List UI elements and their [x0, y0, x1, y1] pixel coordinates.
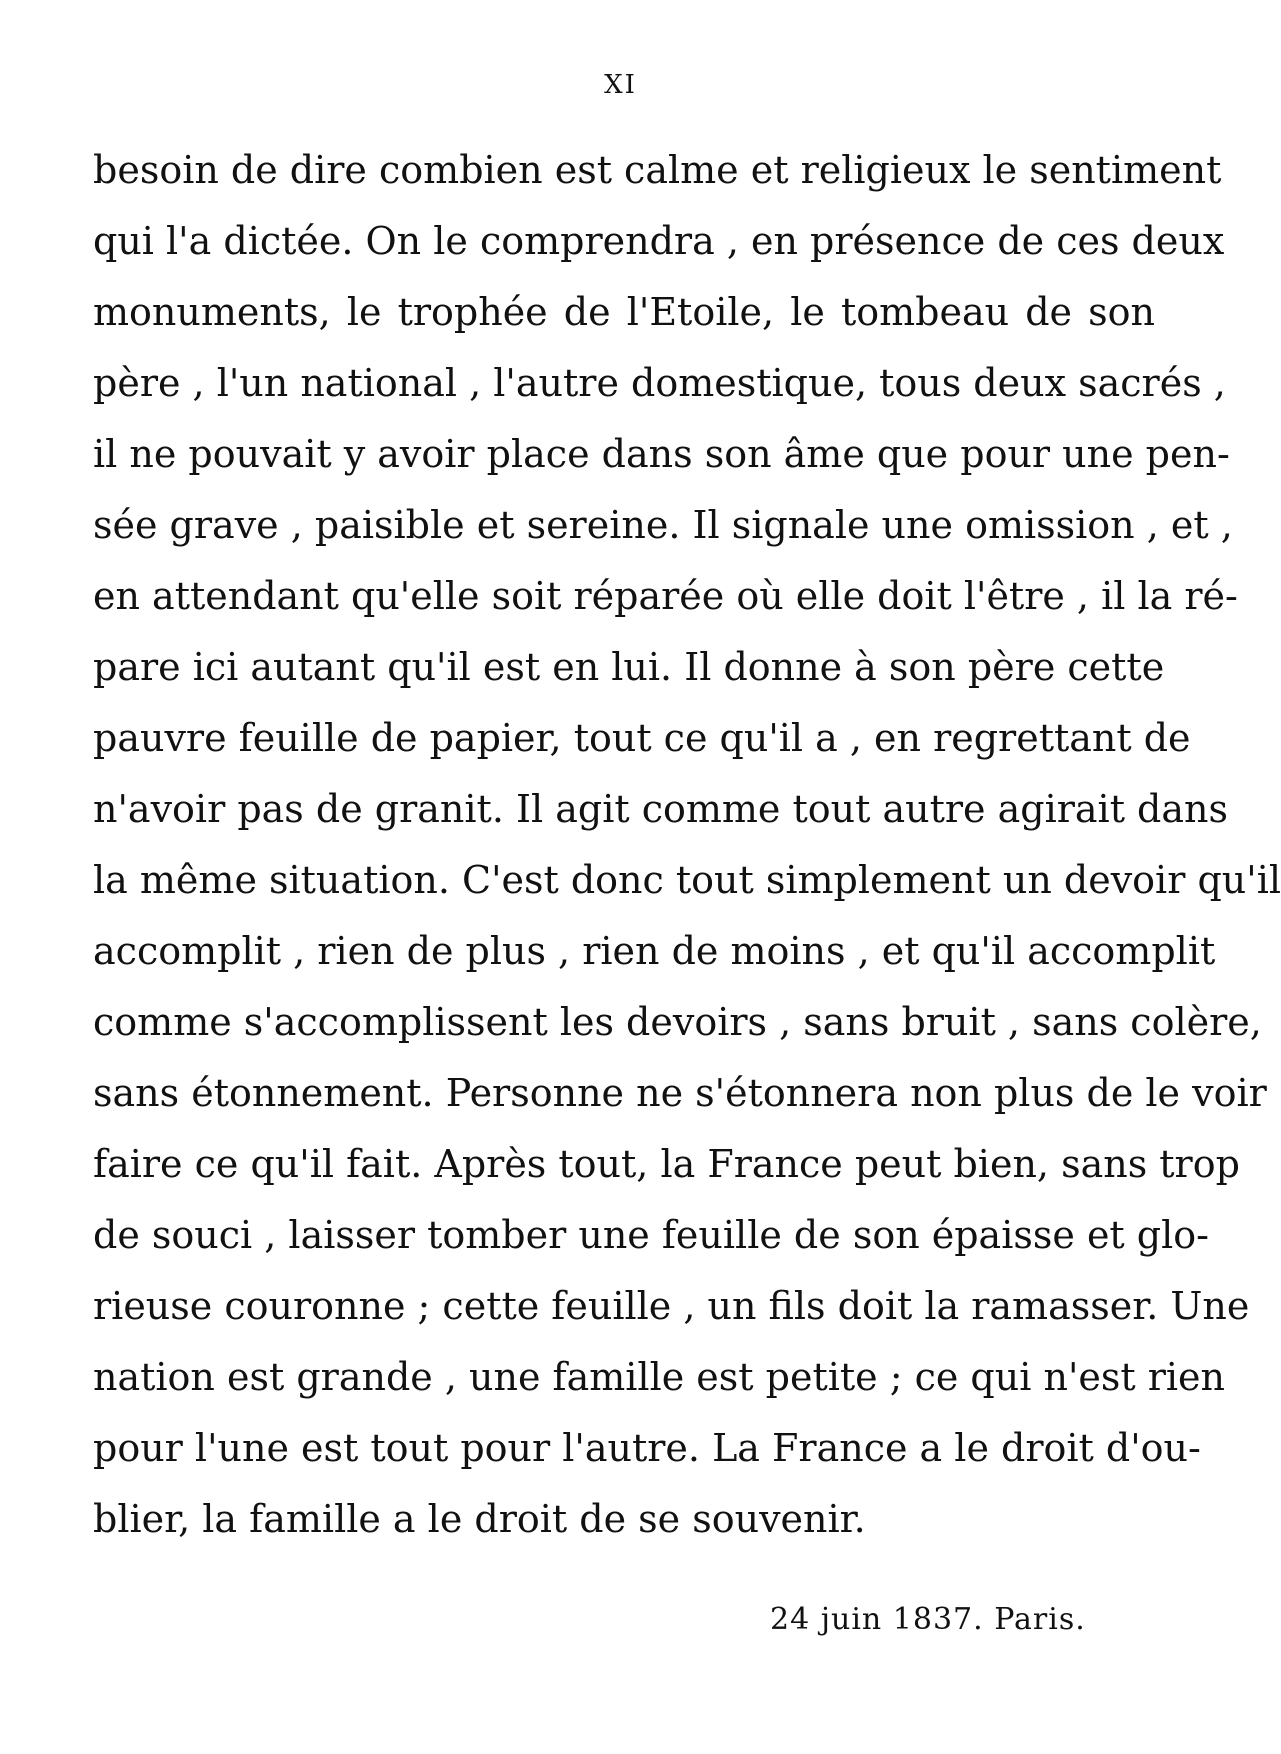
body-paragraph: [93, 135, 1281, 1555]
text-line: comme s'accomplissent les devoirs , sans bruit , sans colère,: [93, 1000, 1262, 1044]
text-line: n'avoir pas de granit. Il agit comme tout autre agirait dans: [93, 787, 1229, 831]
text-line: de souci , laisser tomber une feuille de son épaisse et glo-: [93, 1213, 1209, 1257]
text-line: sée grave , paisible et sereine. Il signale une omission , et ,: [93, 503, 1233, 547]
text-line: faire ce qu'il fait. Après tout, la France peut bien, sans trop: [93, 1142, 1240, 1186]
text-line: père , l'un national , l'autre domestique, tous deux sacrés ,: [93, 361, 1226, 405]
text-line: qui l'a dictée. On le comprendra , en présence de ces deux: [93, 219, 1225, 263]
text-line: en attendant qu'elle soit réparée où elle doit l'être , il la ré-: [93, 574, 1238, 618]
text-line: pour l'une est tout pour l'autre. La France a le droit d'ou-: [93, 1426, 1201, 1470]
text-line: la même situation. C'est donc tout simplement un devoir qu'il: [93, 858, 1281, 902]
text-line: pare ici autant qu'il est en lui. Il donne à son père cette: [93, 645, 1165, 689]
text-line: pauvre feuille de papier, tout ce qu'il a , en regrettant de: [93, 716, 1191, 760]
text-line: accomplit , rien de plus , rien de moins , et qu'il accomplit: [93, 929, 1216, 973]
text-line: nation est grande , une famille est petite ; ce qui n'est rien: [93, 1355, 1226, 1399]
text-line: besoin de dire combien est calme et religieux le sentiment: [93, 148, 1222, 192]
page-number: XI: [604, 70, 637, 100]
text-line: monuments, le trophée de l'Etoile, le tombeau de son: [93, 290, 1155, 334]
text-line: rieuse couronne ; cette feuille , un fils doit la ramasser. Une: [93, 1284, 1250, 1328]
text-line: sans étonnement. Personne ne s'étonnera non plus de le voir: [93, 1071, 1267, 1115]
text-line: il ne pouvait y avoir place dans son âme que pour une pen-: [93, 432, 1230, 476]
dateline: 24 juin 1837. Paris.: [770, 1602, 1086, 1637]
text-line: blier, la famille a le droit de se souvenir.: [93, 1497, 866, 1541]
